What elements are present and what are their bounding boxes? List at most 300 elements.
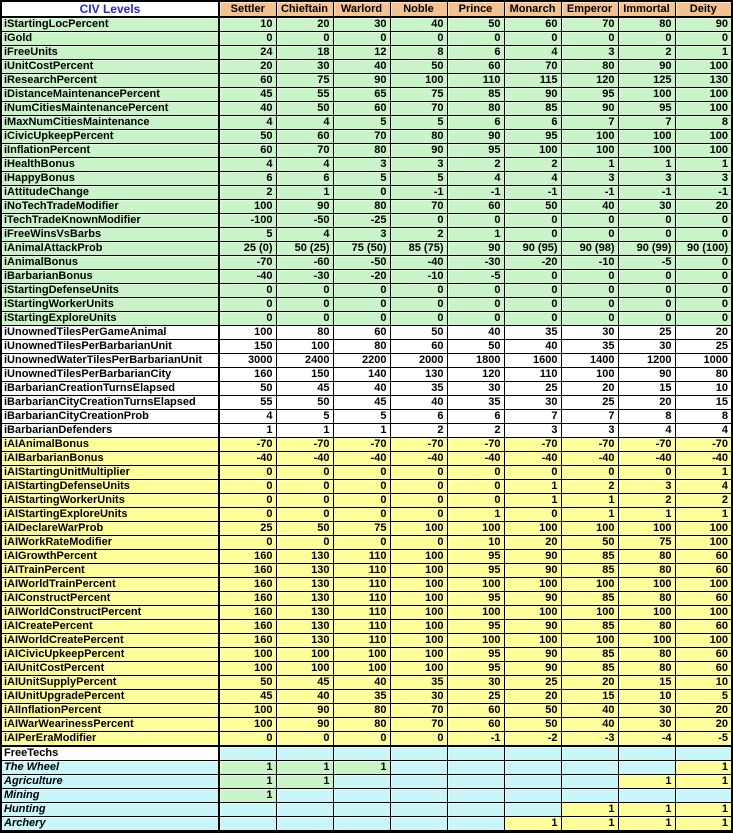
row-label: iAIPerEraModifier	[1, 732, 219, 747]
cell: 1	[675, 817, 732, 832]
cell: 1	[333, 761, 390, 775]
cell: -10	[390, 270, 447, 284]
cell: 2	[618, 494, 675, 508]
cell: 90 (100)	[675, 242, 732, 256]
cell: -40	[333, 452, 390, 466]
row-label: iAIBarbarianBonus	[1, 452, 219, 466]
cell: -5	[447, 270, 504, 284]
cell: 20	[219, 60, 276, 74]
cell: 2	[561, 480, 618, 494]
cell: 20	[675, 326, 732, 340]
column-header-noble: Noble	[390, 1, 447, 17]
cell: 90	[504, 648, 561, 662]
cell: 100	[504, 144, 561, 158]
cell: 1	[675, 761, 732, 775]
cell: 60	[675, 648, 732, 662]
row-label: iHealthBonus	[1, 158, 219, 172]
cell: 45	[333, 396, 390, 410]
row-label: iUnownedTilesPerBarbarianCity	[1, 368, 219, 382]
row-label: iAITrainPercent	[1, 564, 219, 578]
cell	[447, 775, 504, 789]
cell: 40	[276, 690, 333, 704]
cell: 100	[219, 704, 276, 718]
cell: 100	[276, 340, 333, 354]
cell: 110	[333, 550, 390, 564]
row-label: Hunting	[1, 803, 219, 817]
cell: 1	[618, 775, 675, 789]
row-label: iAIInflationPercent	[1, 704, 219, 718]
cell	[675, 789, 732, 803]
cell	[219, 803, 276, 817]
cell: 0	[504, 508, 561, 522]
cell: 100	[447, 578, 504, 592]
cell: 50	[276, 396, 333, 410]
row-label: iStartingLocPercent	[1, 17, 219, 32]
cell: -5	[618, 256, 675, 270]
cell: 90	[390, 144, 447, 158]
table-row	[1, 214, 732, 228]
cell: 90	[276, 704, 333, 718]
cell: 160	[219, 550, 276, 564]
cell: 75	[333, 522, 390, 536]
cell: 3000	[219, 354, 276, 368]
cell: 0	[333, 284, 390, 298]
column-header-emperor: Emperor	[561, 1, 618, 17]
cell: 90	[561, 102, 618, 116]
cell: -70	[504, 438, 561, 452]
cell: 4	[675, 480, 732, 494]
cell: 0	[333, 732, 390, 747]
cell: 110	[333, 564, 390, 578]
cell: 100	[333, 648, 390, 662]
cell: -1	[447, 732, 504, 747]
row-label: The Wheel	[1, 761, 219, 775]
column-header-chieftain: Chieftain	[276, 1, 333, 17]
cell: 35	[390, 676, 447, 690]
cell: -1	[675, 186, 732, 200]
cell: -30	[447, 256, 504, 270]
row-label: iAIUnitUpgradePercent	[1, 690, 219, 704]
cell: 75 (50)	[333, 242, 390, 256]
cell: 0	[219, 480, 276, 494]
row-label: iAIDeclareWarProb	[1, 522, 219, 536]
cell: 100	[618, 522, 675, 536]
row-label: iGold	[1, 32, 219, 46]
cell: 0	[333, 186, 390, 200]
cell: 90	[504, 88, 561, 102]
cell: 40	[561, 200, 618, 214]
cell: 100	[618, 634, 675, 648]
cell: 0	[561, 284, 618, 298]
table-row	[1, 256, 732, 270]
cell: 70	[504, 60, 561, 74]
cell	[561, 789, 618, 803]
table-row	[1, 46, 732, 60]
cell: 3	[390, 158, 447, 172]
cell: 110	[333, 592, 390, 606]
cell: -1	[447, 186, 504, 200]
cell: 4	[504, 172, 561, 186]
cell: 0	[561, 312, 618, 326]
row-label: iBarbarianBonus	[1, 270, 219, 284]
cell: 8	[618, 410, 675, 424]
cell: 5	[390, 172, 447, 186]
cell: 160	[219, 368, 276, 382]
cell: 4	[447, 172, 504, 186]
table-row	[1, 662, 732, 676]
cell: 24	[219, 46, 276, 60]
cell: 30	[447, 382, 504, 396]
cell: 85	[447, 88, 504, 102]
cell: 1600	[504, 354, 561, 368]
cell: 75	[618, 536, 675, 550]
cell: 95	[447, 564, 504, 578]
cell: 100	[276, 662, 333, 676]
cell: 0	[333, 480, 390, 494]
cell: 50	[390, 60, 447, 74]
cell: 7	[504, 410, 561, 424]
cell: 2	[390, 424, 447, 438]
cell: 100	[561, 634, 618, 648]
cell: 100	[219, 648, 276, 662]
row-label: FreeTechs	[1, 746, 219, 761]
cell: 80	[561, 60, 618, 74]
cell: 0	[618, 214, 675, 228]
cell: 90	[504, 550, 561, 564]
cell: 0	[276, 508, 333, 522]
cell	[390, 817, 447, 832]
cell: 0	[333, 536, 390, 550]
cell: 60	[504, 17, 561, 32]
cell: 60	[447, 704, 504, 718]
cell: 0	[675, 298, 732, 312]
cell: 160	[219, 620, 276, 634]
cell: 90	[504, 662, 561, 676]
cell	[333, 775, 390, 789]
cell: 80	[333, 704, 390, 718]
table-row	[1, 74, 732, 88]
cell: -40	[447, 452, 504, 466]
cell: 100	[618, 130, 675, 144]
cell: 0	[675, 228, 732, 242]
cell: -70	[675, 438, 732, 452]
cell: 25	[561, 396, 618, 410]
cell: 1	[561, 803, 618, 817]
cell: 1	[219, 789, 276, 803]
cell: 0	[333, 494, 390, 508]
row-label: iBarbarianCityCreationProb	[1, 410, 219, 424]
cell: 80	[276, 326, 333, 340]
cell: 100	[561, 368, 618, 382]
cell: 40	[390, 396, 447, 410]
cell: 0	[675, 214, 732, 228]
cell: 50	[447, 17, 504, 32]
cell: 1	[504, 817, 561, 832]
cell: 70	[390, 200, 447, 214]
cell: -100	[219, 214, 276, 228]
cell: 0	[618, 32, 675, 46]
cell: -70	[219, 438, 276, 452]
cell: 0	[390, 32, 447, 46]
column-header-deity: Deity	[675, 1, 732, 17]
table-row	[1, 438, 732, 452]
cell: 85	[561, 564, 618, 578]
cell: 30	[618, 718, 675, 732]
table-row	[1, 648, 732, 662]
cell: 110	[504, 368, 561, 382]
row-label: iStartingWorkerUnits	[1, 298, 219, 312]
table-row	[1, 172, 732, 186]
table-row	[1, 228, 732, 242]
cell: -40	[219, 270, 276, 284]
cell: 120	[447, 368, 504, 382]
cell: -1	[390, 186, 447, 200]
cell: 0	[561, 228, 618, 242]
cell: 0	[219, 466, 276, 480]
cell: 20	[675, 718, 732, 732]
cell: 150	[276, 368, 333, 382]
cell: 3	[333, 228, 390, 242]
cell: 40	[333, 676, 390, 690]
cell: 110	[333, 606, 390, 620]
cell: 100	[675, 60, 732, 74]
cell: 5	[219, 228, 276, 242]
table-row	[1, 494, 732, 508]
cell: 0	[276, 536, 333, 550]
table-row	[1, 676, 732, 690]
cell: 100	[390, 620, 447, 634]
cell: 0	[219, 508, 276, 522]
cell: 6	[447, 46, 504, 60]
cell: 4	[276, 158, 333, 172]
cell: 100	[390, 634, 447, 648]
row-label: iDistanceMaintenancePercent	[1, 88, 219, 102]
row-label: iAICivicUpkeepPercent	[1, 648, 219, 662]
row-label: iInflationPercent	[1, 144, 219, 158]
cell	[675, 746, 732, 761]
cell: 95	[618, 102, 675, 116]
cell: 160	[219, 634, 276, 648]
cell: 100	[618, 606, 675, 620]
cell: 0	[276, 32, 333, 46]
cell: 90 (99)	[618, 242, 675, 256]
cell: 100	[561, 578, 618, 592]
table-row	[1, 88, 732, 102]
cell: 2000	[390, 354, 447, 368]
cell: 40	[447, 326, 504, 340]
cell	[390, 761, 447, 775]
cell: 60	[447, 60, 504, 74]
table-body	[1, 17, 732, 832]
cell: 7	[561, 410, 618, 424]
cell: 0	[504, 32, 561, 46]
cell: 5	[675, 690, 732, 704]
cell: 0	[504, 214, 561, 228]
cell: 2200	[333, 354, 390, 368]
table-row	[1, 410, 732, 424]
cell	[618, 789, 675, 803]
cell: 90	[618, 368, 675, 382]
cell: -1	[618, 186, 675, 200]
cell: 20	[675, 200, 732, 214]
cell: -4	[618, 732, 675, 747]
cell: 25	[675, 340, 732, 354]
cell: 15	[561, 690, 618, 704]
cell: 90	[618, 60, 675, 74]
cell: 80	[390, 130, 447, 144]
cell: 1	[333, 424, 390, 438]
cell	[390, 746, 447, 761]
cell: 0	[504, 228, 561, 242]
cell: 1	[276, 424, 333, 438]
cell: 90	[675, 17, 732, 32]
cell: 0	[561, 32, 618, 46]
cell: 100	[675, 130, 732, 144]
cell: 7	[561, 116, 618, 130]
cell: 8	[675, 410, 732, 424]
cell: 100	[447, 606, 504, 620]
cell: 80	[333, 340, 390, 354]
cell: 1	[219, 424, 276, 438]
cell: 20	[561, 382, 618, 396]
row-label: iBarbarianCreationTurnsElapsed	[1, 382, 219, 396]
cell: -40	[618, 452, 675, 466]
cell: 95	[447, 662, 504, 676]
cell: 80	[618, 620, 675, 634]
cell: 90	[276, 200, 333, 214]
cell: 30	[333, 17, 390, 32]
cell: 0	[390, 312, 447, 326]
cell: -5	[675, 732, 732, 747]
cell: 3	[561, 46, 618, 60]
cell: -70	[447, 438, 504, 452]
table-row	[1, 508, 732, 522]
cell: 70	[390, 102, 447, 116]
table-row	[1, 564, 732, 578]
cell: -70	[561, 438, 618, 452]
table-row	[1, 775, 732, 789]
cell: 20	[561, 676, 618, 690]
cell: 1400	[561, 354, 618, 368]
cell: 0	[219, 536, 276, 550]
cell	[390, 789, 447, 803]
cell: 0	[447, 284, 504, 298]
row-label: iFreeUnits	[1, 46, 219, 60]
cell: 0	[504, 312, 561, 326]
table-row	[1, 382, 732, 396]
cell: 1	[675, 508, 732, 522]
cell	[618, 746, 675, 761]
cell: 50 (25)	[276, 242, 333, 256]
cell: 0	[333, 298, 390, 312]
row-label: iAIStartingUnitMultiplier	[1, 466, 219, 480]
cell	[504, 761, 561, 775]
cell: 100	[675, 88, 732, 102]
cell: 100	[561, 522, 618, 536]
row-label: iAIUnitSupplyPercent	[1, 676, 219, 690]
cell: 80	[618, 648, 675, 662]
cell: 0	[219, 494, 276, 508]
cell: 6	[276, 172, 333, 186]
cell: 10	[219, 17, 276, 32]
cell: 80	[618, 592, 675, 606]
row-label: iAttitudeChange	[1, 186, 219, 200]
cell	[618, 761, 675, 775]
cell: 0	[219, 732, 276, 747]
cell: 130	[276, 634, 333, 648]
cell: 0	[618, 466, 675, 480]
cell: 35	[333, 690, 390, 704]
cell: 1	[618, 803, 675, 817]
table-row	[1, 17, 732, 32]
cell: 7	[618, 116, 675, 130]
cell	[561, 746, 618, 761]
cell: 30	[447, 676, 504, 690]
cell: 95	[447, 592, 504, 606]
cell: -70	[333, 438, 390, 452]
cell: 90	[504, 564, 561, 578]
cell: 10	[675, 676, 732, 690]
cell: 3	[618, 172, 675, 186]
table-row	[1, 116, 732, 130]
table-row	[1, 340, 732, 354]
cell: 60	[675, 620, 732, 634]
cell: 100	[390, 648, 447, 662]
row-label: iBarbarianDefenders	[1, 424, 219, 438]
table-row	[1, 803, 732, 817]
table-row	[1, 396, 732, 410]
cell: 65	[333, 88, 390, 102]
row-label: iAIAnimalBonus	[1, 438, 219, 452]
cell: 18	[276, 46, 333, 60]
cell: 30	[618, 200, 675, 214]
cell: 100	[390, 606, 447, 620]
cell: 1	[504, 494, 561, 508]
cell: 160	[219, 606, 276, 620]
cell: 60	[219, 144, 276, 158]
cell	[504, 746, 561, 761]
table-row	[1, 270, 732, 284]
cell: 6	[447, 116, 504, 130]
cell: 100	[618, 578, 675, 592]
cell: 50	[219, 382, 276, 396]
row-label: iUnitCostPercent	[1, 60, 219, 74]
cell: -70	[276, 438, 333, 452]
row-label: iStartingExploreUnits	[1, 312, 219, 326]
cell: -70	[219, 256, 276, 270]
cell: -30	[276, 270, 333, 284]
cell: 100	[675, 606, 732, 620]
cell: 20	[675, 704, 732, 718]
cell: 0	[390, 480, 447, 494]
cell: -50	[276, 214, 333, 228]
cell: 10	[675, 382, 732, 396]
cell: 130	[390, 368, 447, 382]
cell: -40	[675, 452, 732, 466]
cell: 5	[333, 116, 390, 130]
cell: 2	[447, 424, 504, 438]
cell: 4	[276, 116, 333, 130]
cell: 1	[276, 775, 333, 789]
cell: 75	[390, 88, 447, 102]
cell: 60	[447, 200, 504, 214]
cell: 85	[561, 620, 618, 634]
cell: 0	[276, 312, 333, 326]
cell: 100	[333, 662, 390, 676]
table-row	[1, 298, 732, 312]
cell: 1	[675, 46, 732, 60]
cell: 60	[675, 550, 732, 564]
